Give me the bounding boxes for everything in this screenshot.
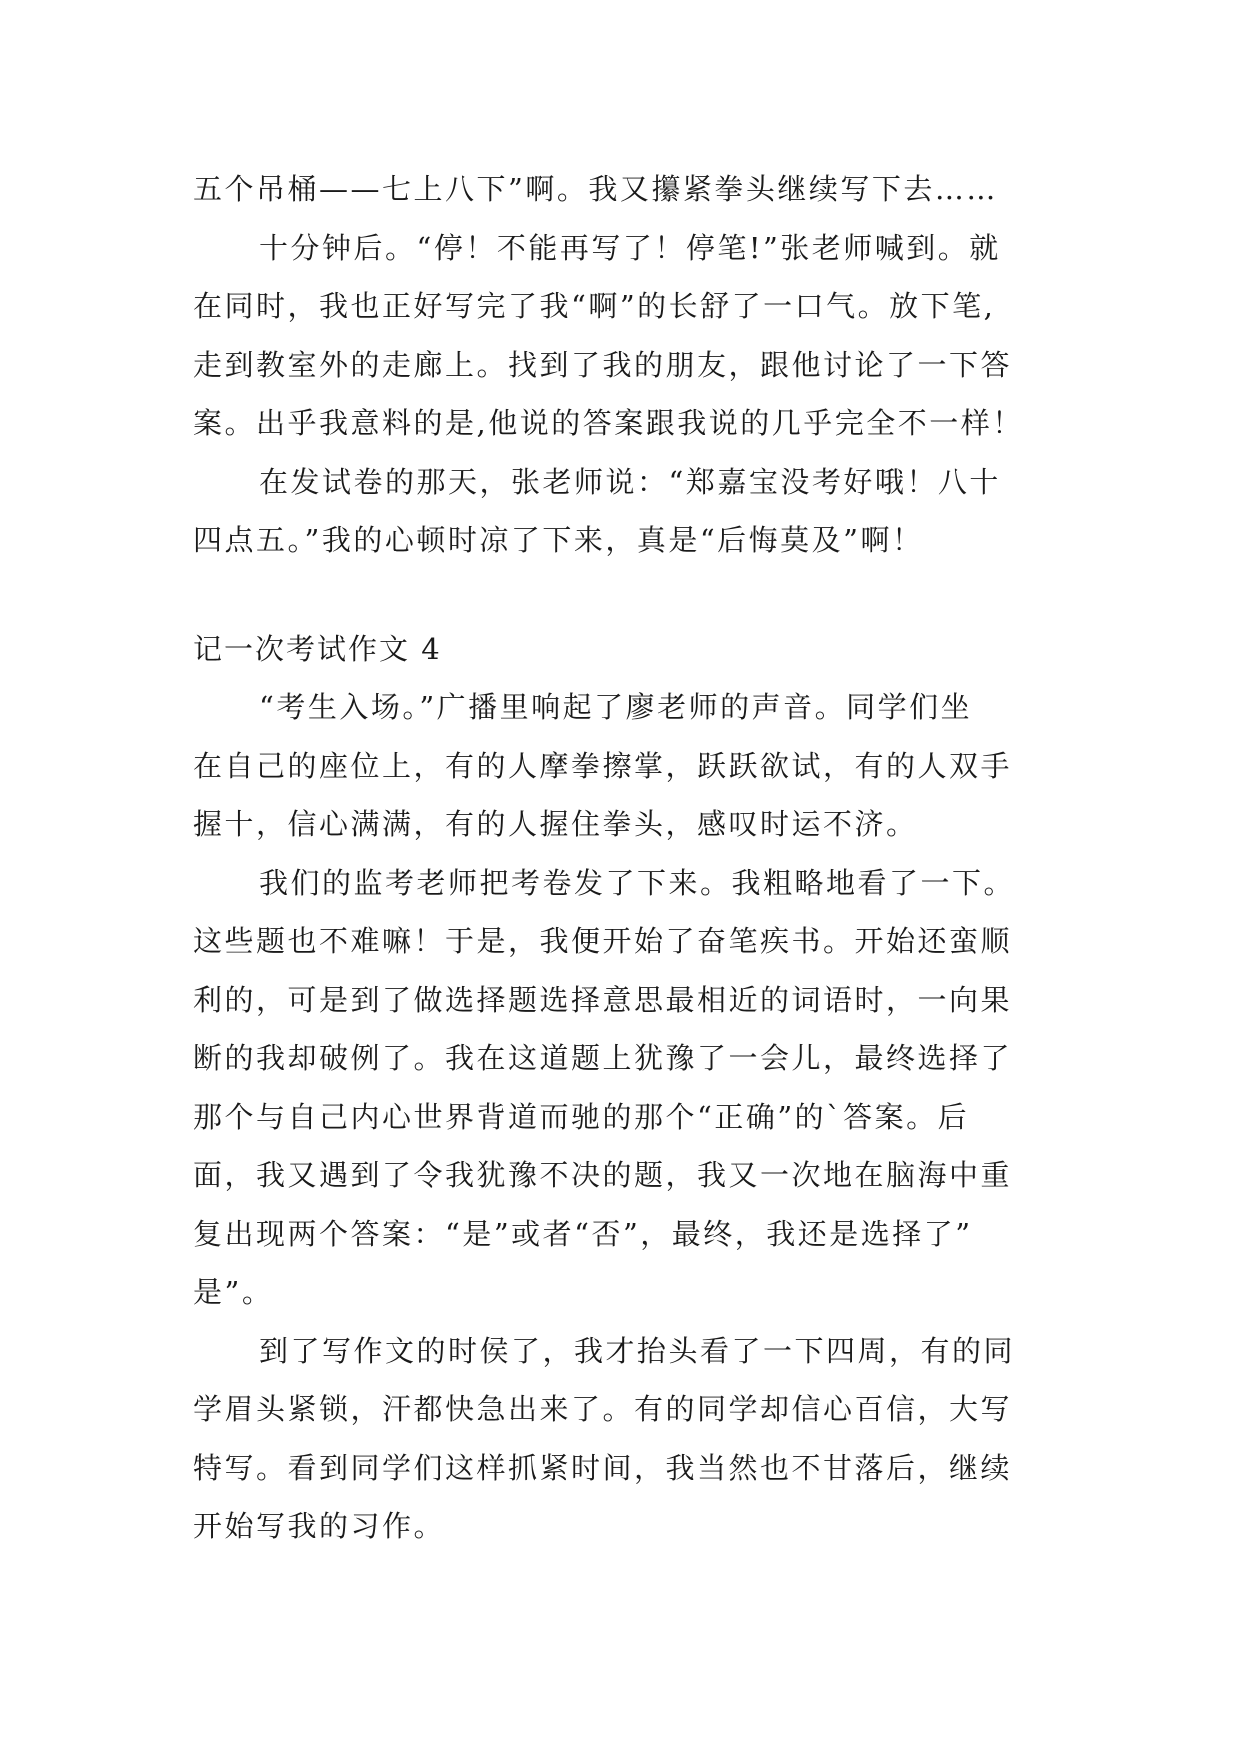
text-line: 五个吊桶——七上八下”啊。我又攥紧拳头继续写下去…… [193,172,998,206]
text-line: 是”。 [193,1275,274,1309]
text-line: 这些题也不难嘛！于是，我便开始了奋笔疾书。开始还蛮顺 [193,924,1013,958]
paragraph-start-line: 我们的监考老师把考卷发了下来。我粗略地看了一下。 [259,865,1016,900]
text-line: 断的我却破例了。我在这道题上犹豫了一会儿，最终选择了 [193,1041,1013,1075]
paragraph-start-line: “考生入场。”广播里响起了廖老师的声音。同学们坐 [259,690,973,724]
text-line: 开始写我的习作。 [193,1509,446,1543]
text-line: 复出现两个答案：“是”或者“否”，最终，我还是选择了” [193,1216,973,1251]
text-line: 那个与自己内心世界背道而驰的那个“正确”的`答案。后 [193,1099,970,1134]
text-line: 四点五。”我的心顿时凉了下来，真是“后悔莫及”啊！ [193,523,924,557]
text-line: 特写。看到同学们这样抓紧时间，我当然也不甘落后，继续 [193,1450,1013,1485]
essay-title: 记一次考试作文 4 [193,631,442,666]
paragraph-start-line: 到了写作文的时侯了，我才抬头看了一下四周，有的同 [259,1333,1016,1368]
document-body [193,160,1053,1556]
text-line: 握十，信心满满，有的人握住拳头，感叹时运不济。 [193,807,918,841]
section-spacer [193,570,1053,620]
text-line: 案。出乎我意料的是,他说的答案跟我说的几乎完全不一样！ [193,406,1024,440]
text-line: 在自己的座位上，有的人摩拳擦掌，跃跃欲试，有的人双手 [193,748,1013,783]
text-line: 在同时，我也正好写完了我“啊”的长舒了一口气。放下笔, [193,289,996,323]
text-line: 利的，可是到了做选择题选择意思最相近的词语时，一向果 [193,982,1013,1017]
text-line: 学眉头紧锁，汗都快急出来了。有的同学却信心百信，大写 [193,1392,1013,1426]
paragraph-start-line: 十分钟后。“停！不能再写了！停笔!”张老师喊到。就 [259,230,1001,265]
text-line: 走到教室外的走廊上。找到了我的朋友，跟他讨论了一下答 [193,347,1013,382]
text-line: 面，我又遇到了令我犹豫不决的题，我又一次地在脑海中重 [193,1158,1013,1192]
paragraph-start-line: 在发试卷的那天，张老师说：“郑嘉宝没考好哦！八十 [259,464,1001,499]
